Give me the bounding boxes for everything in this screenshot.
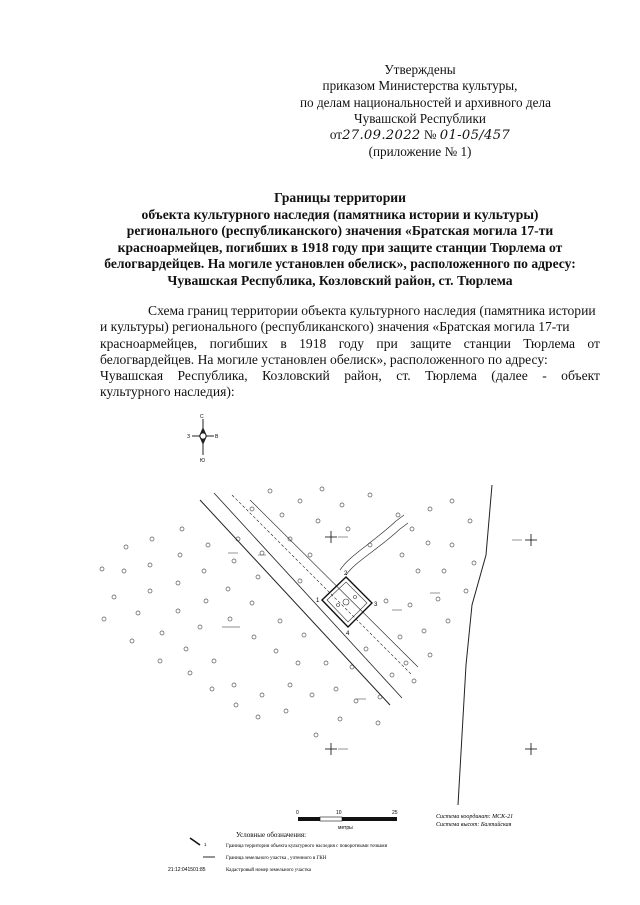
scale-unit: метры xyxy=(338,825,353,831)
approval-line-3: по делам национальностей и архивного дела xyxy=(300,94,551,110)
legend xyxy=(168,831,388,873)
scale-tick-2: 25 xyxy=(392,810,398,816)
approval-number: 01-05/457 xyxy=(439,128,511,144)
approval-line-2: приказом Министерства культуры, xyxy=(322,78,518,94)
compass-south-label: Ю xyxy=(200,458,206,464)
approval-date-prefix: от xyxy=(329,127,343,143)
legend-item-2: Граница земельного участка , учтенного в ГКН xyxy=(226,856,327,861)
paragraph-line-2: и культуры) регионального (республиканского) значения «Братская могила 17-ти xyxy=(100,319,570,335)
approval-line-5 xyxy=(300,127,540,144)
legend-boundary-symbol xyxy=(190,838,200,845)
paragraph-line-4: белогвардейцев. На могиле установлен обелиск», расположенного по адресу: xyxy=(100,351,548,367)
approval-number-label: № xyxy=(423,127,437,143)
point-label-1: 1 xyxy=(316,598,320,604)
scale-tick-0: 0 xyxy=(296,810,299,816)
point-label-2: 2 xyxy=(344,571,348,577)
description-paragraph xyxy=(100,303,600,401)
point-label-4: 4 xyxy=(346,631,350,637)
title-line-5: белогвардейцев. На могиле установлен обелиск», расположенного по адресу: xyxy=(104,256,576,271)
map-annotations xyxy=(222,537,522,749)
approval-line-4: Чувашской Республики xyxy=(354,110,486,126)
grid-crosshairs xyxy=(325,531,537,755)
legend-cadastral-code: 21:12:041501:85 xyxy=(168,867,206,873)
title-line-3: регионального (республиканского) значения «Братская могила 17-ти xyxy=(126,223,554,238)
compass-north-label: С xyxy=(200,414,204,420)
legend-title: Условные обозначения: xyxy=(236,831,307,839)
title-line-1: Границы территории xyxy=(274,190,406,205)
scale-bar xyxy=(296,810,398,831)
paragraph-line-1: Схема границ территории объекта культурного наследия (памятника истории xyxy=(148,303,596,318)
crs-line-1: Система координат: МСК-21 xyxy=(436,814,514,820)
approval-date: 27.09.2022 xyxy=(342,128,421,144)
compass-icon xyxy=(187,414,219,464)
legend-item-1-num: 1 xyxy=(204,842,207,847)
approval-line-6: (приложение № 1) xyxy=(368,144,472,160)
document-title xyxy=(90,190,590,289)
title-line-4: красноармейцев, погибших в 1918 году при защите станции Тюрлема от xyxy=(117,239,563,255)
paragraph-line-3: красноармейцев, погибших в 1918 году при защите станции Тюрлема от xyxy=(100,335,600,351)
territory-scheme xyxy=(0,405,640,905)
legend-item-1: Граница территории объекта культурного наследия с поворотными точками xyxy=(226,844,388,849)
paragraph-line-6: культурного наследия): xyxy=(100,384,235,400)
title-line-2: объекта культурного наследия (памятника истории и культуры) xyxy=(141,206,539,222)
footpath xyxy=(340,515,408,575)
title-line-6: Чувашская Республика, Козловский район, ст. Тюрлема xyxy=(167,272,513,288)
parcel-boundary-line xyxy=(458,485,492,805)
vegetation-symbols xyxy=(100,487,476,737)
approval-block xyxy=(300,62,551,161)
territory-boundary xyxy=(316,571,378,637)
approval-line-1: Утверждены xyxy=(384,62,456,77)
paragraph-line-5: Чувашская Республика, Козловский район, ст. Тюрлема (далее - объект xyxy=(100,368,600,384)
compass-west-label: З xyxy=(187,434,191,440)
coordinate-system-note xyxy=(436,813,513,828)
compass-east-label: В xyxy=(215,434,219,440)
legend-item-3: Кадастровый номер земельного участка xyxy=(226,868,311,873)
crs-line-2: Система высот: Балтийская xyxy=(436,822,512,828)
point-label-3: 3 xyxy=(374,602,378,608)
scale-tick-1: 10 xyxy=(336,810,342,816)
